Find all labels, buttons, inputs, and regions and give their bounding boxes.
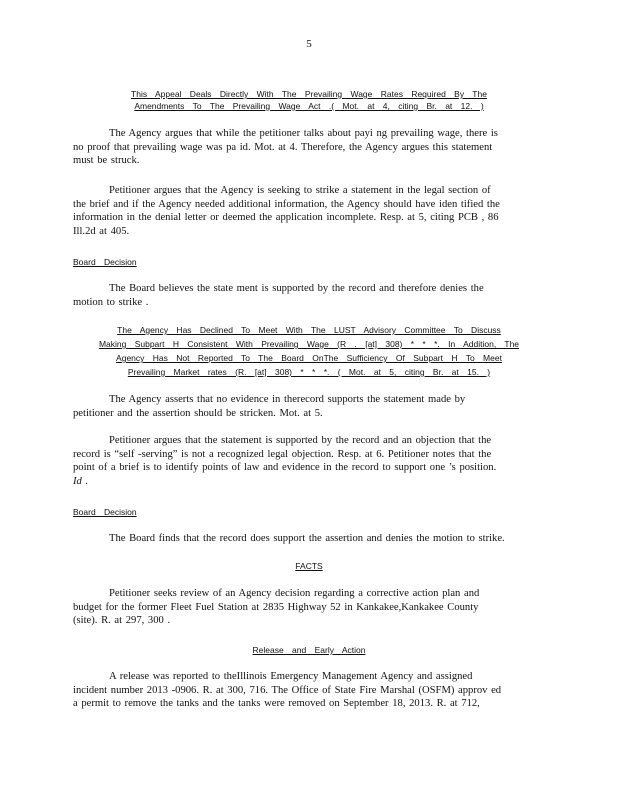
section-heading-2-line1: The Agency Has Declined To Meet With The LUST Advisory Committee To Discuss bbox=[117, 325, 501, 335]
text-line: petitioner and the assertion should be stricken. Mot. at 5. bbox=[73, 407, 323, 419]
text-line: The Agency argues that while the petitioner talks about payi ng prevailing wage, there is bbox=[109, 128, 498, 139]
text-line: Ill.2d at 405. bbox=[73, 225, 130, 237]
text-line: The Board believes the state ment is supported by the record and therefore denies the bbox=[109, 283, 484, 294]
text-line: must be struck. bbox=[73, 155, 140, 167]
text-line: A release was reported to theIllinois Emergency Management Agency and assigned bbox=[109, 671, 473, 682]
page-number: 5 bbox=[306, 38, 312, 50]
board-decision-heading-1: Board Decision bbox=[73, 257, 137, 267]
text-line: The Agency asserts that no evidence in therecord supports the statement made by bbox=[109, 394, 466, 405]
paragraph-6 bbox=[73, 532, 539, 546]
paragraph-2 bbox=[73, 184, 539, 238]
section-heading-1-line2: Amendments To The Prevailing Wage Act .( Mot. at 4, citing Br. at 12. ) bbox=[134, 101, 484, 111]
paragraph-5 bbox=[73, 434, 539, 488]
text-line: no proof that prevailing wage was pa id. Mot. at 4. Therefore, the Agency argues this statement bbox=[73, 141, 493, 153]
text-line: Petitioner argues that the Agency is seeking to strike a statement in the legal section of bbox=[109, 185, 491, 196]
text-line: information in the denial letter or deemed the application incomplete. Resp. at 5, citing PCB , 86 bbox=[73, 212, 499, 224]
section-heading-2-line3: Agency Has Not Reported To The Board OnThe Sufficiency Of Subpart H To Meet bbox=[116, 353, 502, 363]
text-line: Petitioner seeks review of an Agency decision regarding a corrective action plan and bbox=[109, 588, 480, 599]
text-line: Id . bbox=[73, 475, 89, 487]
text-line: Petitioner argues that the statement is supported by the record and an objection that the bbox=[109, 435, 492, 446]
facts-heading: FACTS bbox=[295, 561, 323, 571]
paragraph-4 bbox=[73, 393, 539, 420]
text-line: record is “self -serving” is not a recognized legal objection. Resp. at 6. Petitioner notes that the bbox=[73, 448, 492, 460]
release-early-action-heading: Release and Early Action bbox=[252, 645, 366, 655]
paragraph-3 bbox=[73, 282, 539, 309]
paragraph-7 bbox=[73, 587, 539, 628]
paragraph-8 bbox=[73, 670, 539, 711]
section-heading-1-line1: This Appeal Deals Directly With The Prevailing Wage Rates Required By The bbox=[131, 89, 487, 99]
text-line: (site). R. at 297, 300 . bbox=[73, 615, 171, 627]
text-line: budget for the former Fleet Fuel Station at 2835 Highway 52 in Kankakee,Kankakee County bbox=[73, 601, 479, 613]
text-line: incident number 2013 -0906. R. at 300, 716. The Office of State Fire Marshal (OSFM) approv ed bbox=[73, 684, 502, 696]
text-line: the brief and if the Agency needed additional information, the Agency should have iden tified the bbox=[73, 198, 500, 210]
text-line: a permit to remove the tanks and the tanks were removed on September 18, 2013. R. at 712, bbox=[73, 698, 480, 710]
section-heading-2-line2: Making Subpart H Consistent With Prevailing Wage (R . [at] 308) * * *. In Addition, The bbox=[98, 339, 520, 349]
board-decision-heading-2: Board Decision bbox=[73, 507, 137, 517]
text-line: point of a brief is to identify points of law and evidence in the record to support one ’s position. bbox=[73, 462, 497, 474]
paragraph-1 bbox=[73, 127, 539, 168]
text-line: motion to strike . bbox=[73, 296, 149, 308]
section-heading-2-line4: Prevailing Market rates (R. [at] 308) * * *. ( Mot. at 5, citing Br. at 15. ) bbox=[127, 367, 491, 377]
text-line: The Board finds that the record does support the assertion and denies the motion to strike. bbox=[109, 533, 505, 544]
